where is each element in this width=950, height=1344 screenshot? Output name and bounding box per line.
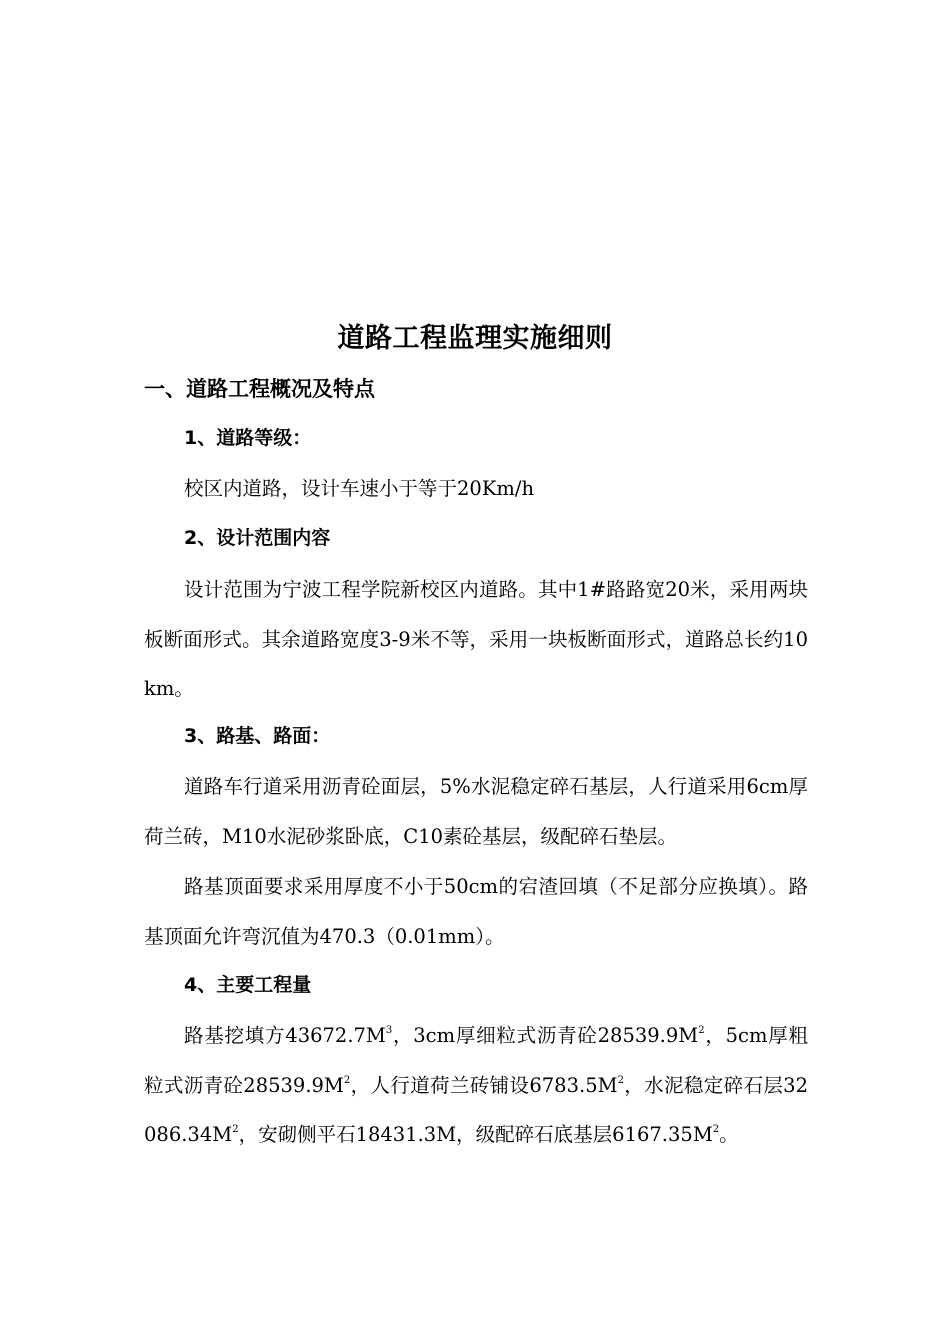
section-heading-overview: 一、道路工程概况及特点 <box>144 377 375 401</box>
unit-exponent: 2 <box>232 1124 239 1135</box>
subheading-design-scope: 2、设计范围内容 <box>184 527 331 549</box>
document-title: 道路工程监理实施细则 <box>337 323 613 354</box>
subheading-main-quantities: 4、主要工程量 <box>184 974 312 996</box>
paragraph-road-grade: 校区内道路，设计车速小于等于20Km/h <box>184 477 535 500</box>
unit-exponent: 3 <box>385 1025 393 1036</box>
subheading-subgrade-pavement: 3、路基、路面： <box>184 725 331 747</box>
paragraph-subgrade-requirements: 路基顶面要求采用厚度不小于50cm的宕渣回填（不足部分应换填）。路基顶面允许弯沉值为470.3（0.01mm）。 <box>144 875 808 948</box>
quantity-earthwork: 路基挖填方43672.7M <box>184 1024 386 1047</box>
subheading-road-grade: 1、道路等级： <box>184 427 312 449</box>
quantity-coarse-asphalt: ，5cm厚粗粒式沥青砼28539.9M <box>144 1024 808 1097</box>
unit-exponent: 2 <box>617 1074 624 1086</box>
unit-exponent: 2 <box>698 1025 705 1036</box>
unit-exponent: 2 <box>343 1074 351 1086</box>
paragraph-pavement-structure: 道路车行道采用沥青砼面层，5%水泥稳定碎石基层，人行道采用6cm厚荷兰砖，M10水泥砂浆卧底，C10素砼基层，级配碎石垫层。 <box>144 775 808 848</box>
quantity-sidewalk-brick: ，人行道荷兰砖铺设6783.5M <box>350 1073 618 1097</box>
unit-exponent: 2 <box>712 1124 720 1135</box>
quantity-curbs-and-subbase: ，安砌侧平石18431.3M，级配碎石底基层6167.35M <box>238 1123 713 1146</box>
sentence-end: 。 <box>719 1123 739 1146</box>
paragraph-main-quantities <box>144 1011 808 1160</box>
quantity-fine-asphalt: ，3cm厚细粒式沥青砼28539.9M <box>392 1024 699 1047</box>
paragraph-design-scope: 设计范围为宁波工程学院新校区内道路。其中1#路路宽20米，采用两块板断面形式。其余道路宽度3-9米不等，采用一块板断面形式，道路总长约10km。 <box>144 578 808 700</box>
quantity-cement-stabilized-base: ，水泥稳定碎石层32086.34M <box>144 1073 808 1146</box>
